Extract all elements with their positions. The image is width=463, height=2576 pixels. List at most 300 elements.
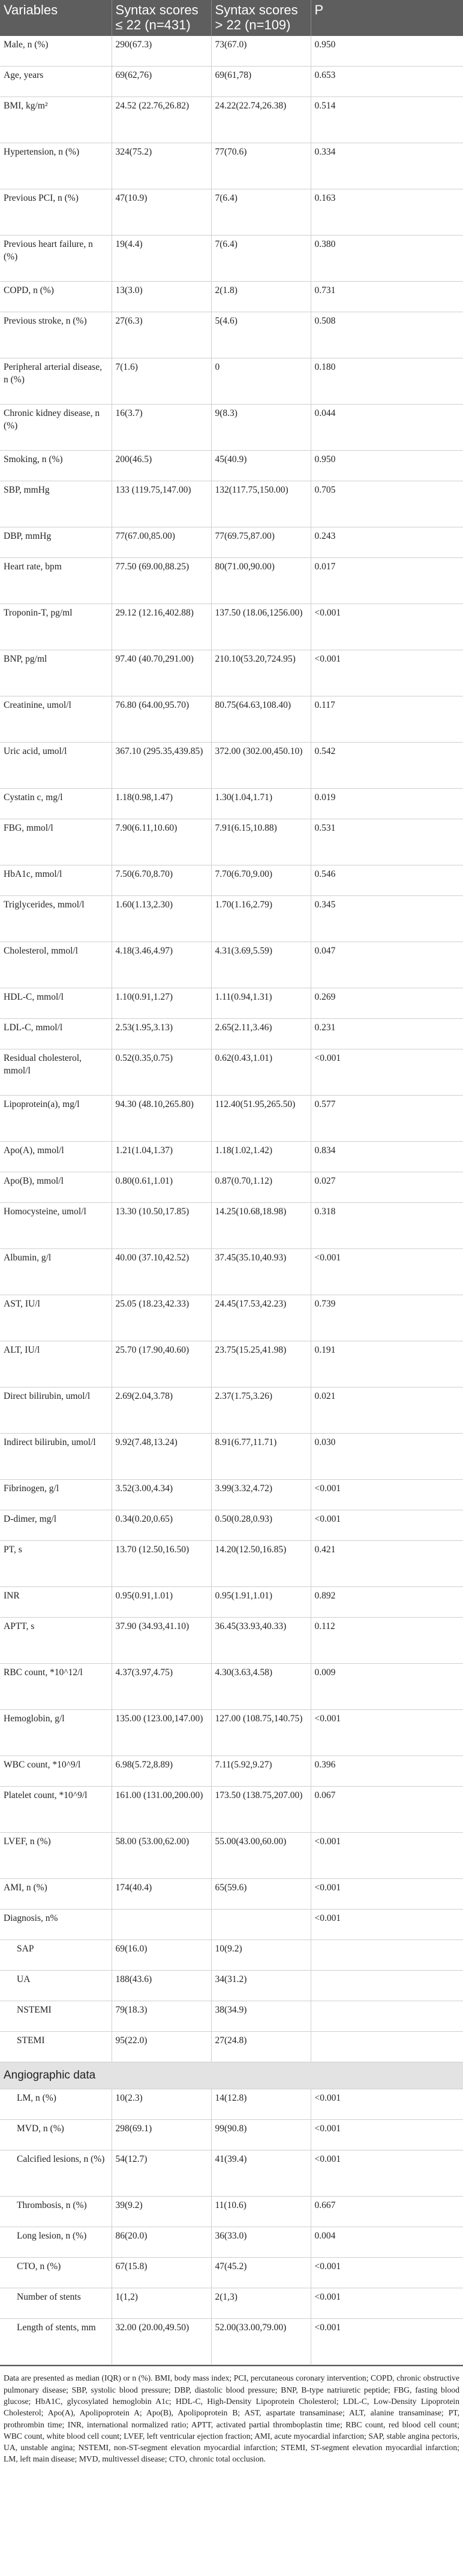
cell-p-value: <0.001 <box>311 2150 463 2197</box>
cell-low-syntax: 69(16.0) <box>112 1940 211 1971</box>
cell-low-syntax: 27(6.3) <box>112 312 211 358</box>
table-row <box>0 789 463 819</box>
cell-p-value: <0.001 <box>311 1910 463 1940</box>
table-row <box>0 2227 463 2258</box>
cell-low-syntax: 2.53(1.95,3.13) <box>112 1019 211 1049</box>
cell-low-syntax: 77.50 (69.00,88.25) <box>112 558 211 604</box>
table-row <box>0 1387 463 1434</box>
table-row <box>0 236 463 282</box>
table-footnote: Data are presented as median (IQR) or n (%). BMI, body mass index; PCI, percutaneous coronary intervention; COPD, chronic obstructive pulmonary disease; SBP, systolic blood pressure; DBP, diastolic blood pressure; BNP, B-type natriuretic peptide; FBG, fasting blood glucose; HbA1C, glycosylated hemoglobin A1c; HDL-C, High-Density Lipoprotein Cholesterol; LDL-C, Low-Density Lipoprotein Cholesterol; Apo(A), Apolipoprotein A; Apo(B), Apolipoprotein B; AST, aspartate transaminase; ALT, alanine transaminase; PT, prothrombin time; INR, international normalized ratio; APTT, activated partial thromboplastin time; RBC count, red blood cell count; WBC count, white blood cell count; LVEF, left ventricular ejection fraction; AMI, acute myocardial infarction; SAP, stable angina pectoris, UA, unstable angina; NSTEMI, non-ST-segment elevation myocardial infarction; STEMI, ST-segment elevation myocardial infarction; LM, left main disease; MVD, multivessel disease; CTO, chronic total occlusion. <box>0 2365 463 2469</box>
cell-low-syntax: 3.52(3.00,4.34) <box>112 1480 211 1510</box>
cell-low-syntax: 4.18(3.46,4.97) <box>112 942 211 988</box>
cell-variable: Triglycerides, mmol/l <box>0 896 112 942</box>
cell-p-value: <0.001 <box>311 1879 463 1910</box>
section-header-row <box>0 2062 463 2089</box>
cell-low-syntax: 133 (119.75,147.00) <box>112 481 211 527</box>
cell-p-value: 0.950 <box>311 451 463 481</box>
cell-p-value: 0.653 <box>311 67 463 97</box>
cell-variable: Residual cholesterol, mmol/l <box>0 1049 112 1096</box>
table-row <box>0 2197 463 2227</box>
cell-p-value: 0.269 <box>311 988 463 1019</box>
cell-p-value: <0.001 <box>311 1480 463 1510</box>
cell-variable: PT, s <box>0 1541 112 1587</box>
cell-variable: Homocysteine, umol/l <box>0 1203 112 1249</box>
cell-p-value: 0.334 <box>311 143 463 189</box>
cell-p-value: 0.163 <box>311 189 463 236</box>
cell-variable: HDL-C, mmol/l <box>0 988 112 1019</box>
table-row <box>0 67 463 97</box>
cell-p-value: 0.243 <box>311 527 463 558</box>
cell-p-value: <0.001 <box>311 1833 463 1879</box>
cell-high-syntax: 4.30(3.63,4.58) <box>211 1664 311 1710</box>
table-row <box>0 451 463 481</box>
cell-low-syntax: 135.00 (123.00,147.00) <box>112 1710 211 1756</box>
cell-high-syntax: 24.22(22.74,26.38) <box>211 97 311 143</box>
cell-variable: FBG, mmol/l <box>0 819 112 865</box>
cell-p-value: 0.030 <box>311 1434 463 1480</box>
cell-variable: INR <box>0 1587 112 1618</box>
cell-low-syntax: 40.00 (37.10,42.52) <box>112 1249 211 1295</box>
cell-p-value: 0.731 <box>311 282 463 312</box>
cell-high-syntax: 5(4.6) <box>211 312 311 358</box>
cell-variable: Apo(A), mmol/l <box>0 1142 112 1172</box>
table-row <box>0 2258 463 2288</box>
cell-high-syntax: 14.25(10.68,18.98) <box>211 1203 311 1249</box>
table-row <box>0 1172 463 1203</box>
table-row <box>0 1480 463 1510</box>
table-row <box>0 1710 463 1756</box>
cell-p-value: 0.180 <box>311 358 463 405</box>
cell-high-syntax: 372.00 (302.00,450.10) <box>211 743 311 789</box>
cell-low-syntax: 7(1.6) <box>112 358 211 405</box>
cell-variable: APTT, s <box>0 1618 112 1664</box>
table-row <box>0 312 463 358</box>
cell-p-value: 0.019 <box>311 789 463 819</box>
cell-low-syntax: 174(40.4) <box>112 1879 211 1910</box>
cell-p-value: 0.705 <box>311 481 463 527</box>
cell-low-syntax: 24.52 (22.76,26.82) <box>112 97 211 143</box>
cell-high-syntax: 7.11(5.92,9.27) <box>211 1756 311 1787</box>
cell-p-value: <0.001 <box>311 1049 463 1096</box>
cell-p-value: 0.112 <box>311 1618 463 1664</box>
cell-low-syntax: 1.10(0.91,1.27) <box>112 988 211 1019</box>
cell-variable: Apo(B), mmol/l <box>0 1172 112 1203</box>
table-row <box>0 1341 463 1387</box>
cell-low-syntax: 367.10 (295.35,439.85) <box>112 743 211 789</box>
cell-high-syntax: 24.45(17.53,42.23) <box>211 1295 311 1341</box>
table-row <box>0 942 463 988</box>
cell-low-syntax: 298(69.1) <box>112 2120 211 2150</box>
table-body <box>0 36 463 2062</box>
cell-low-syntax: 9.92(7.48,13.24) <box>112 1434 211 1480</box>
table-row <box>0 1833 463 1879</box>
table-row <box>0 1510 463 1541</box>
cell-low-syntax: 54(12.7) <box>112 2150 211 2197</box>
table-row <box>0 2032 463 2062</box>
cell-low-syntax: 0.80(0.61,1.01) <box>112 1172 211 1203</box>
cell-low-syntax: 16(3.7) <box>112 405 211 451</box>
cell-low-syntax: 25.70 (17.90,40.60) <box>112 1341 211 1387</box>
cell-high-syntax: 7(6.4) <box>211 236 311 282</box>
cell-high-syntax: 55.00(43.00,60.00) <box>211 1833 311 1879</box>
angiographic-section <box>0 2062 463 2089</box>
cell-p-value <box>311 1940 463 1971</box>
cell-low-syntax: 200(46.5) <box>112 451 211 481</box>
cell-variable: STEMI <box>0 2032 112 2062</box>
table-row <box>0 2001 463 2032</box>
cell-p-value: <0.001 <box>311 1510 463 1541</box>
table-row <box>0 97 463 143</box>
cell-variable: LM, n (%) <box>0 2089 112 2120</box>
table-row <box>0 1049 463 1096</box>
cell-high-syntax: 52.00(33.00,79.00) <box>211 2319 311 2365</box>
cell-variable: RBC count, *10^12/l <box>0 1664 112 1710</box>
cell-high-syntax: 1.70(1.16,2.79) <box>211 896 311 942</box>
cell-high-syntax: 0.50(0.28,0.93) <box>211 1510 311 1541</box>
cell-high-syntax: 1.18(1.02,1.42) <box>211 1142 311 1172</box>
cell-variable: LVEF, n (%) <box>0 1833 112 1879</box>
cell-p-value: 0.667 <box>311 2197 463 2227</box>
cell-variable: Length of stents, mm <box>0 2319 112 2365</box>
cell-low-syntax: 29.12 (12.16,402.88) <box>112 604 211 650</box>
cell-p-value: <0.001 <box>311 2319 463 2365</box>
cell-p-value: 0.047 <box>311 942 463 988</box>
cell-high-syntax: 73(67.0) <box>211 36 311 67</box>
table-row <box>0 604 463 650</box>
cell-variable: AMI, n (%) <box>0 1879 112 1910</box>
cell-low-syntax: 58.00 (53.00,62.00) <box>112 1833 211 1879</box>
cell-high-syntax: 38(34.9) <box>211 2001 311 2032</box>
cell-low-syntax: 79(18.3) <box>112 2001 211 2032</box>
cell-p-value: <0.001 <box>311 604 463 650</box>
cell-high-syntax: 80(71.00,90.00) <box>211 558 311 604</box>
cell-low-syntax: 19(4.4) <box>112 236 211 282</box>
cell-high-syntax: 2.65(2.11,3.46) <box>211 1019 311 1049</box>
cell-variable: Long lesion, n (%) <box>0 2227 112 2258</box>
table-row <box>0 865 463 896</box>
cell-variable: Troponin-T, pg/ml <box>0 604 112 650</box>
cell-high-syntax: 0 <box>211 358 311 405</box>
cell-variable: CTO, n (%) <box>0 2258 112 2288</box>
table-row <box>0 282 463 312</box>
cell-high-syntax: 1.30(1.04,1.71) <box>211 789 311 819</box>
cell-low-syntax: 188(43.6) <box>112 1971 211 2001</box>
cell-p-value: <0.001 <box>311 650 463 696</box>
cell-low-syntax: 0.52(0.35,0.75) <box>112 1049 211 1096</box>
cell-p-value <box>311 2032 463 2062</box>
cell-p-value: 0.044 <box>311 405 463 451</box>
table-row <box>0 1664 463 1710</box>
cell-p-value: <0.001 <box>311 2120 463 2150</box>
cell-p-value: 0.421 <box>311 1541 463 1587</box>
cell-low-syntax: 13.30 (10.50,17.85) <box>112 1203 211 1249</box>
cell-p-value: 0.191 <box>311 1341 463 1387</box>
cell-variable: Indirect bilirubin, umol/l <box>0 1434 112 1480</box>
cell-p-value: 0.892 <box>311 1587 463 1618</box>
cell-high-syntax: 8.91(6.77,11.71) <box>211 1434 311 1480</box>
cell-p-value: 0.531 <box>311 819 463 865</box>
cell-high-syntax: 27(24.8) <box>211 2032 311 2062</box>
cell-high-syntax: 173.50 (138.75,207.00) <box>211 1787 311 1833</box>
cell-p-value: 0.004 <box>311 2227 463 2258</box>
cell-variable: MVD, n (%) <box>0 2120 112 2150</box>
table-row <box>0 2089 463 2120</box>
cell-variable: NSTEMI <box>0 2001 112 2032</box>
cell-low-syntax: 1.21(1.04,1.37) <box>112 1142 211 1172</box>
cell-high-syntax: 77(70.6) <box>211 143 311 189</box>
cell-low-syntax: 86(20.0) <box>112 2227 211 2258</box>
table-row <box>0 189 463 236</box>
table-row <box>0 1541 463 1587</box>
cell-p-value: 0.021 <box>311 1387 463 1434</box>
cell-high-syntax: 37.45(35.10,40.93) <box>211 1249 311 1295</box>
cell-p-value: <0.001 <box>311 2288 463 2319</box>
cell-p-value: 0.017 <box>311 558 463 604</box>
cell-low-syntax: 6.98(5.72,8.89) <box>112 1756 211 1787</box>
cell-variable: Previous heart failure, n (%) <box>0 236 112 282</box>
table-row <box>0 2319 463 2365</box>
cell-variable: UA <box>0 1971 112 2001</box>
cell-low-syntax: 7.50(6.70,8.70) <box>112 865 211 896</box>
cell-variable: ALT, IU/l <box>0 1341 112 1387</box>
cell-low-syntax: 32.00 (20.00,49.50) <box>112 2319 211 2365</box>
cell-low-syntax: 1.18(0.98,1.47) <box>112 789 211 819</box>
header-low-syntax: Syntax scores ≤ 22 (n=431) <box>112 0 211 36</box>
cell-low-syntax: 97.40 (40.70,291.00) <box>112 650 211 696</box>
cell-high-syntax: 47(45.2) <box>211 2258 311 2288</box>
cell-high-syntax: 11(10.6) <box>211 2197 311 2227</box>
table-row <box>0 358 463 405</box>
cell-low-syntax: 25.05 (18.23,42.33) <box>112 1295 211 1341</box>
cell-low-syntax: 47(10.9) <box>112 189 211 236</box>
cell-high-syntax: 2.37(1.75,3.26) <box>211 1387 311 1434</box>
table-row <box>0 1910 463 1940</box>
cell-variable: Diagnosis, n% <box>0 1910 112 1940</box>
cell-low-syntax: 0.95(0.91,1.01) <box>112 1587 211 1618</box>
cell-high-syntax: 65(59.6) <box>211 1879 311 1910</box>
cell-low-syntax <box>112 1910 211 1940</box>
cell-high-syntax: 10(9.2) <box>211 1940 311 1971</box>
cell-variable: DBP, mmHg <box>0 527 112 558</box>
table-row <box>0 2120 463 2150</box>
cell-low-syntax: 13.70 (12.50,16.50) <box>112 1541 211 1587</box>
table-row <box>0 1971 463 2001</box>
table-row <box>0 1142 463 1172</box>
table-row <box>0 481 463 527</box>
cell-variable: Lipoprotein(a), mg/l <box>0 1096 112 1142</box>
cell-high-syntax: 9(8.3) <box>211 405 311 451</box>
cell-variable: Fibrinogen, g/l <box>0 1480 112 1510</box>
table-row <box>0 143 463 189</box>
cell-low-syntax: 4.37(3.97,4.75) <box>112 1664 211 1710</box>
cell-p-value: 0.231 <box>311 1019 463 1049</box>
table-row <box>0 1756 463 1787</box>
table-row <box>0 1019 463 1049</box>
cell-variable: D-dimer, mg/l <box>0 1510 112 1541</box>
cell-low-syntax: 290(67.3) <box>112 36 211 67</box>
cell-low-syntax: 2.69(2.04,3.78) <box>112 1387 211 1434</box>
table-row <box>0 405 463 451</box>
table-row <box>0 650 463 696</box>
cell-variable: Number of stents <box>0 2288 112 2319</box>
cell-low-syntax: 77(67.00,85.00) <box>112 527 211 558</box>
cell-high-syntax: 0.62(0.43,1.01) <box>211 1049 311 1096</box>
cell-low-syntax: 324(75.2) <box>112 143 211 189</box>
cell-variable: Platelet count, *10^9/l <box>0 1787 112 1833</box>
cell-p-value: 0.345 <box>311 896 463 942</box>
table-row <box>0 896 463 942</box>
cell-low-syntax: 161.00 (131.00,200.00) <box>112 1787 211 1833</box>
cell-p-value: 0.067 <box>311 1787 463 1833</box>
cell-p-value: <0.001 <box>311 1249 463 1295</box>
cell-variable: SBP, mmHg <box>0 481 112 527</box>
cell-p-value: 0.117 <box>311 696 463 743</box>
cell-variable: Calcified lesions, n (%) <box>0 2150 112 2197</box>
cell-high-syntax: 36.45(33.93,40.33) <box>211 1618 311 1664</box>
cell-variable: BMI, kg/m² <box>0 97 112 143</box>
cell-low-syntax: 76.80 (64.00,95.70) <box>112 696 211 743</box>
table-row <box>0 527 463 558</box>
cell-high-syntax: 210.10(53.20,724.95) <box>211 650 311 696</box>
cell-p-value <box>311 2001 463 2032</box>
cell-variable: Heart rate, bpm <box>0 558 112 604</box>
table-row <box>0 2150 463 2197</box>
cell-high-syntax: 112.40(51.95,265.50) <box>211 1096 311 1142</box>
cell-variable: AST, IU/l <box>0 1295 112 1341</box>
cell-variable: Hypertension, n (%) <box>0 143 112 189</box>
header-variables: Variables <box>0 0 112 36</box>
cell-high-syntax: 7(6.4) <box>211 189 311 236</box>
cell-variable: WBC count, *10^9/l <box>0 1756 112 1787</box>
cell-variable: Direct bilirubin, umol/l <box>0 1387 112 1434</box>
cell-variable: Uric acid, umol/l <box>0 743 112 789</box>
cell-p-value: 0.009 <box>311 1664 463 1710</box>
table-row <box>0 36 463 67</box>
cell-low-syntax: 13(3.0) <box>112 282 211 312</box>
cell-low-syntax: 0.34(0.20,0.65) <box>112 1510 211 1541</box>
cell-low-syntax: 37.90 (34.93,41.10) <box>112 1618 211 1664</box>
table-header-row <box>0 0 463 36</box>
cell-p-value: 0.834 <box>311 1142 463 1172</box>
cell-variable: HbA1c, mmol/l <box>0 865 112 896</box>
cell-p-value: 0.318 <box>311 1203 463 1249</box>
cell-high-syntax: 3.99(3.32,4.72) <box>211 1480 311 1510</box>
table-row <box>0 2288 463 2319</box>
cell-high-syntax: 132(117.75,150.00) <box>211 481 311 527</box>
table-row <box>0 1295 463 1341</box>
cell-high-syntax: 7.70(6.70,9.00) <box>211 865 311 896</box>
cell-variable: Cystatin c, mg/l <box>0 789 112 819</box>
table-row <box>0 696 463 743</box>
cell-low-syntax: 69(62,76) <box>112 67 211 97</box>
cell-low-syntax: 1(1,2) <box>112 2288 211 2319</box>
cell-variable: Male, n (%) <box>0 36 112 67</box>
cell-variable: Chronic kidney disease, n (%) <box>0 405 112 451</box>
cell-high-syntax: 2(1,3) <box>211 2288 311 2319</box>
section-title: Angiographic data <box>0 2062 463 2089</box>
table-row <box>0 1434 463 1480</box>
table-row <box>0 1787 463 1833</box>
cell-high-syntax: 0.87(0.70,1.12) <box>211 1172 311 1203</box>
cell-low-syntax: 39(9.2) <box>112 2197 211 2227</box>
table-row <box>0 1940 463 1971</box>
cell-p-value: 0.950 <box>311 36 463 67</box>
cell-high-syntax: 4.31(3.69,5.59) <box>211 942 311 988</box>
cell-p-value: 0.027 <box>311 1172 463 1203</box>
cell-p-value: 0.577 <box>311 1096 463 1142</box>
cell-high-syntax: 7.91(6.15,10.88) <box>211 819 311 865</box>
table-row <box>0 1879 463 1910</box>
cell-variable: SAP <box>0 1940 112 1971</box>
table-row <box>0 558 463 604</box>
cell-p-value: 0.514 <box>311 97 463 143</box>
header-high-syntax: Syntax scores > 22 (n=109) <box>211 0 311 36</box>
table-row <box>0 1096 463 1142</box>
cell-variable: Smoking, n (%) <box>0 451 112 481</box>
table-row <box>0 1587 463 1618</box>
cell-variable: LDL-C, mmol/l <box>0 1019 112 1049</box>
cell-high-syntax: 69(61,78) <box>211 67 311 97</box>
cell-p-value: 0.546 <box>311 865 463 896</box>
cell-low-syntax: 95(22.0) <box>112 2032 211 2062</box>
table-row <box>0 1203 463 1249</box>
cell-low-syntax: 10(2.3) <box>112 2089 211 2120</box>
cell-low-syntax: 1.60(1.13,2.30) <box>112 896 211 942</box>
cell-variable: Previous stroke, n (%) <box>0 312 112 358</box>
cell-p-value: 0.380 <box>311 236 463 282</box>
cell-high-syntax: 77(69.75,87.00) <box>211 527 311 558</box>
cell-p-value <box>311 1971 463 2001</box>
table-row <box>0 743 463 789</box>
cell-high-syntax: 23.75(15.25,41.98) <box>211 1341 311 1387</box>
cell-low-syntax: 67(15.8) <box>112 2258 211 2288</box>
cell-high-syntax: 0.95(1.91,1.01) <box>211 1587 311 1618</box>
cell-p-value: <0.001 <box>311 1710 463 1756</box>
cell-high-syntax: 80.75(64.63,108.40) <box>211 696 311 743</box>
cell-variable: Albumin, g/l <box>0 1249 112 1295</box>
cell-p-value: 0.396 <box>311 1756 463 1787</box>
header-p-value: P <box>311 0 463 36</box>
table-row <box>0 1249 463 1295</box>
cell-high-syntax: 41(39.4) <box>211 2150 311 2197</box>
angiographic-body <box>0 2089 463 2365</box>
cell-high-syntax: 36(33.0) <box>211 2227 311 2258</box>
cell-high-syntax: 1.11(0.94,1.31) <box>211 988 311 1019</box>
cell-variable: Peripheral arterial disease, n (%) <box>0 358 112 405</box>
cell-high-syntax: 127.00 (108.75,140.75) <box>211 1710 311 1756</box>
cell-variable: Age, years <box>0 67 112 97</box>
cell-p-value: 0.508 <box>311 312 463 358</box>
cell-variable: Creatinine, umol/l <box>0 696 112 743</box>
cell-high-syntax <box>211 1910 311 1940</box>
cell-variable: BNP, pg/ml <box>0 650 112 696</box>
cell-p-value: <0.001 <box>311 2258 463 2288</box>
cell-p-value: 0.542 <box>311 743 463 789</box>
table-row <box>0 819 463 865</box>
cell-variable: COPD, n (%) <box>0 282 112 312</box>
cell-high-syntax: 137.50 (18.06,1256.00) <box>211 604 311 650</box>
cell-low-syntax: 7.90(6.11,10.60) <box>112 819 211 865</box>
cell-variable: Cholesterol, mmol/l <box>0 942 112 988</box>
cell-high-syntax: 34(31.2) <box>211 1971 311 2001</box>
cell-high-syntax: 99(90.8) <box>211 2120 311 2150</box>
cell-high-syntax: 14(12.8) <box>211 2089 311 2120</box>
cell-high-syntax: 45(40.9) <box>211 451 311 481</box>
table-row <box>0 988 463 1019</box>
cell-high-syntax: 14.20(12.50,16.85) <box>211 1541 311 1587</box>
cell-low-syntax: 94.30 (48.10,265.80) <box>112 1096 211 1142</box>
table-row <box>0 1618 463 1664</box>
